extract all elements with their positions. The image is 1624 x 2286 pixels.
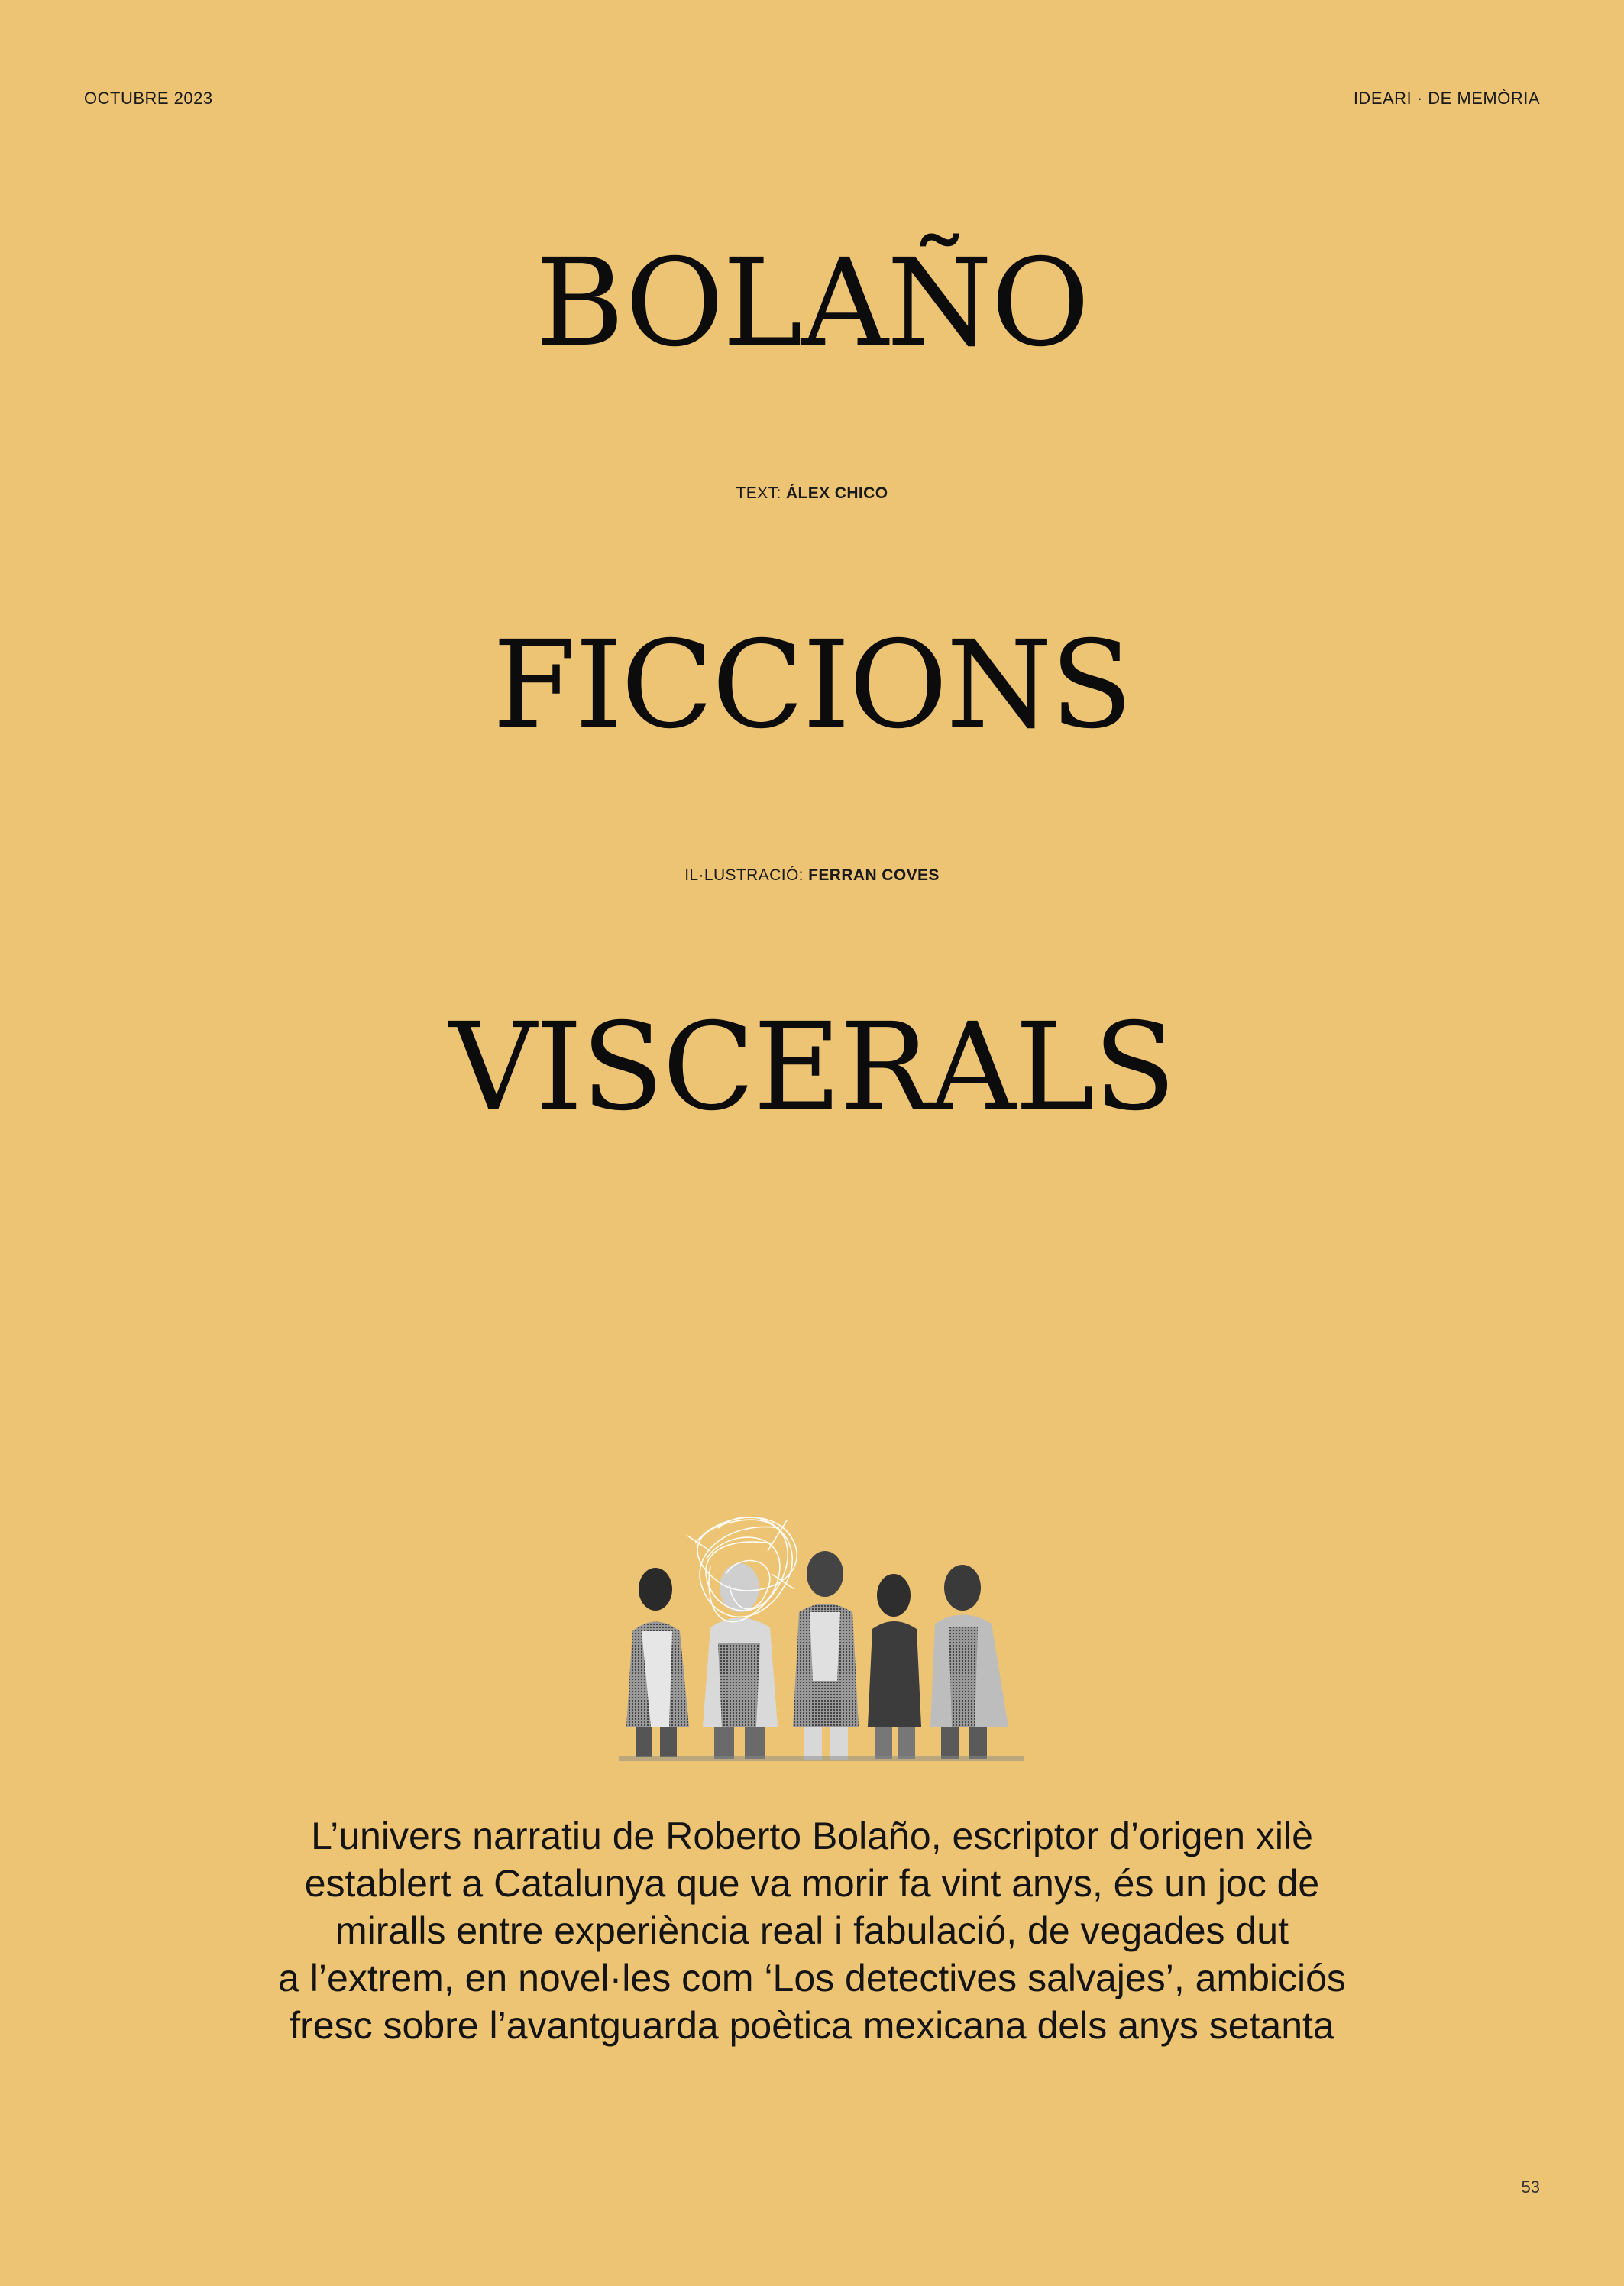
text-credit-author: ÁLEX CHICO <box>785 484 888 502</box>
lede-line: miralls entre experiència real i fabulació, de vegades dut <box>335 1909 1289 1952</box>
ground-shadow <box>619 1756 1024 1761</box>
group-photo-illustration <box>603 1498 1039 1761</box>
text-credit-label: TEXT: <box>736 484 786 502</box>
text-credit <box>0 484 1624 503</box>
issue-date: OCTUBRE 2023 <box>84 89 213 108</box>
lede-line: a l’extrem, en novel·les com ‘Los detectives salvajes’, ambiciós <box>278 1957 1346 1999</box>
title-line-2: FICCIONS <box>492 615 1132 756</box>
person-figure <box>626 1568 689 1757</box>
page-number: 53 <box>1521 2178 1540 2197</box>
lede-line: L’univers narratiu de Roberto Bolaño, escriptor d’origen xilè <box>311 1815 1313 1857</box>
lede-line: establert a Catalunya que va morir fa vint anys, és un joc de <box>304 1862 1320 1905</box>
title-line-1: BOLAÑO <box>535 233 1089 374</box>
person-figure <box>793 1551 859 1760</box>
section-label: IDEARI · DE MEMÒRIA <box>1353 89 1540 108</box>
illustration-credit-author: FERRAN COVES <box>808 866 940 884</box>
lede-paragraph <box>201 1812 1423 2049</box>
person-figure <box>868 1574 921 1759</box>
illustration-credit <box>0 866 1624 885</box>
illustration-credit-label: IL·LUSTRACIÓ: <box>684 866 809 884</box>
person-figure <box>930 1565 1008 1759</box>
lede-line: fresc sobre l’avantguarda poètica mexicana dels anys setanta <box>290 2004 1334 2047</box>
title-line-3: VISCERALS <box>449 997 1175 1138</box>
